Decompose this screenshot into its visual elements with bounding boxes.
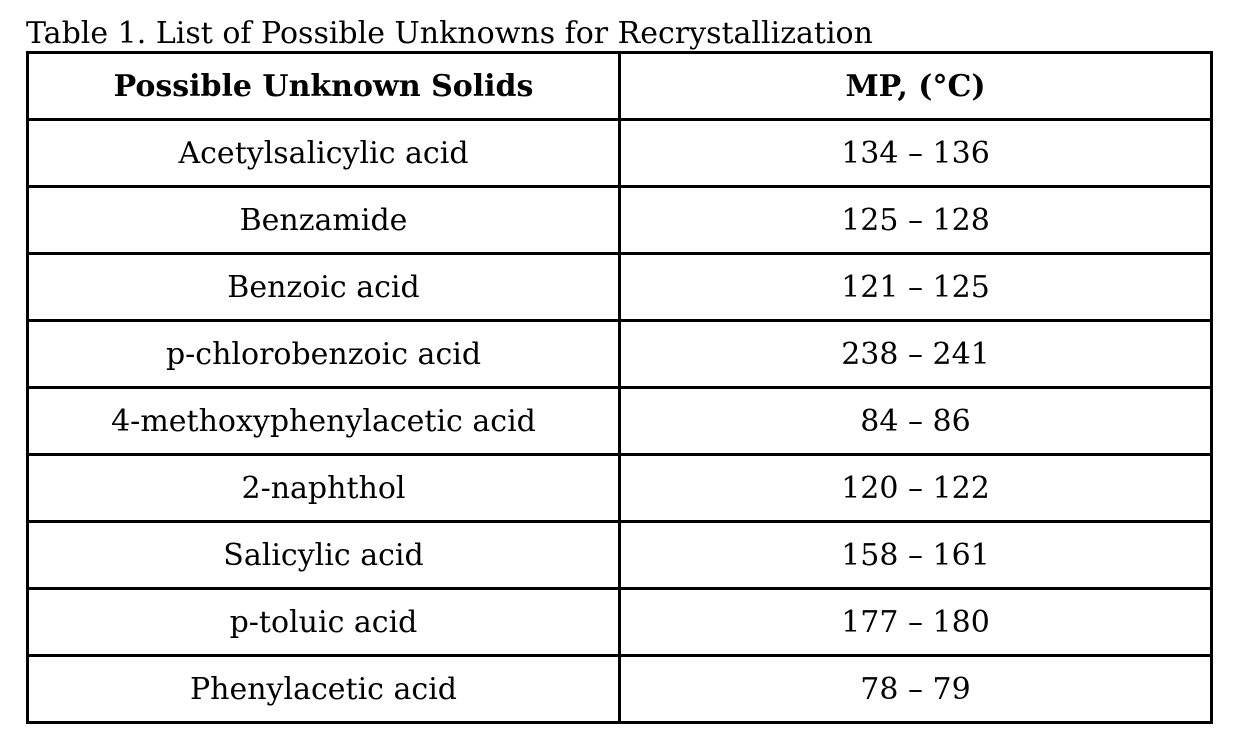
cell-melting-point: 238 – 241 xyxy=(620,321,1212,388)
cell-melting-point: 84 – 86 xyxy=(620,388,1212,455)
table-row xyxy=(28,388,1212,455)
cell-compound-name: 4-methoxyphenylacetic acid xyxy=(28,388,620,455)
unknowns-table xyxy=(26,51,1213,724)
cell-melting-point: 177 – 180 xyxy=(620,589,1212,656)
table-caption: Table 1. List of Possible Unknowns for Recrystallization xyxy=(26,16,873,51)
cell-melting-point: 120 – 122 xyxy=(620,455,1212,522)
table-row xyxy=(28,455,1212,522)
cell-melting-point: 78 – 79 xyxy=(620,656,1212,723)
cell-compound-name: 2-naphthol xyxy=(28,455,620,522)
header-unknown-solids: Possible Unknown Solids xyxy=(28,53,620,120)
table-row xyxy=(28,589,1212,656)
cell-compound-name: Phenylacetic acid xyxy=(28,656,620,723)
cell-compound-name: Acetylsalicylic acid xyxy=(28,120,620,187)
cell-compound-name: p-chlorobenzoic acid xyxy=(28,321,620,388)
cell-compound-name: Salicylic acid xyxy=(28,522,620,589)
table-row xyxy=(28,254,1212,321)
cell-melting-point: 125 – 128 xyxy=(620,187,1212,254)
table-row xyxy=(28,187,1212,254)
cell-compound-name: Benzoic acid xyxy=(28,254,620,321)
cell-melting-point: 158 – 161 xyxy=(620,522,1212,589)
cell-compound-name: p-toluic acid xyxy=(28,589,620,656)
cell-melting-point: 134 – 136 xyxy=(620,120,1212,187)
header-melting-point: MP, (°C) xyxy=(620,53,1212,120)
table-row xyxy=(28,656,1212,723)
cell-compound-name: Benzamide xyxy=(28,187,620,254)
cell-melting-point: 121 – 125 xyxy=(620,254,1212,321)
table-header-row xyxy=(28,53,1212,120)
table-row xyxy=(28,321,1212,388)
table-row xyxy=(28,120,1212,187)
table-row xyxy=(28,522,1212,589)
